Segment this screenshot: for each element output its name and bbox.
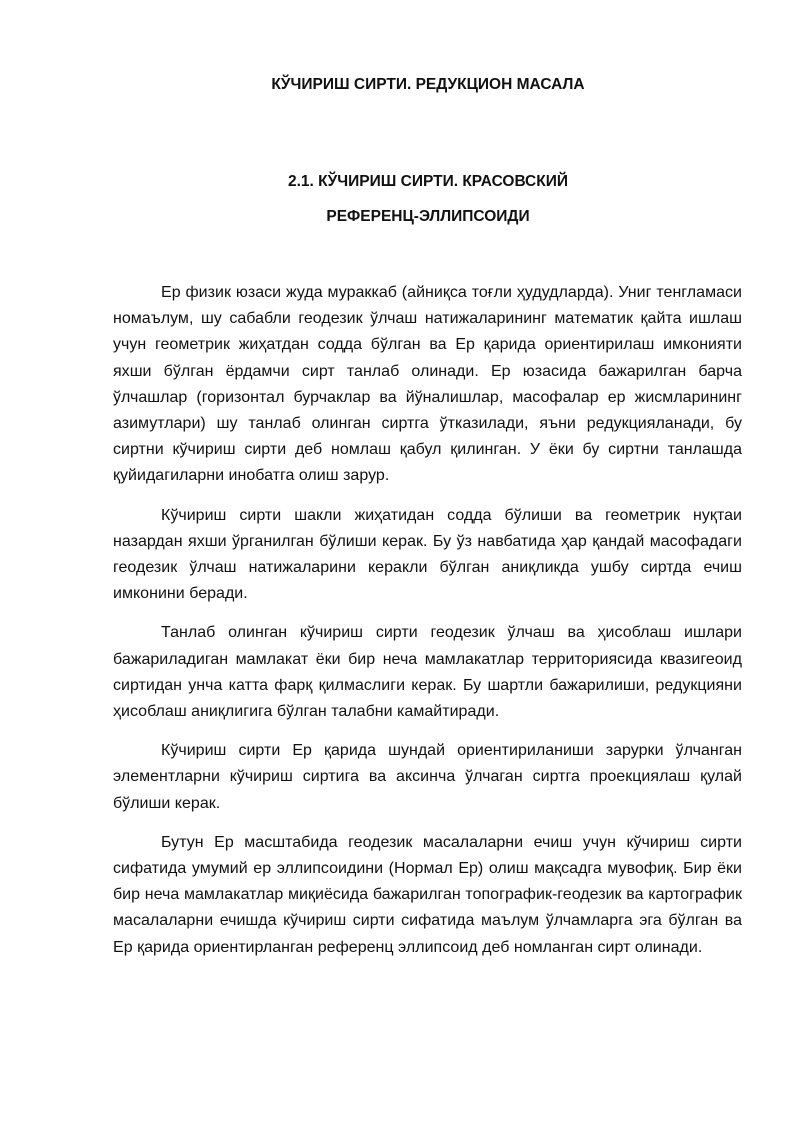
section-title-line-1: 2.1. КЎЧИРИШ СИРТИ. КРАСОВСКИЙ: [288, 173, 568, 190]
paragraph-1: Ер физик юзаси жуда мураккаб (айниқса тоғли ҳудудларда). Униг тенгламаси номаълум, шу сабабли геодезик ўлчаш натижаларининг математик қайта ишлаш учун геометрик жиҳатдан содда бўлган ва Ер қарида ориентирилаш имконияти яхши бўлган ёрдамчи сирт танлаб олинади. Ер юзасида бажарилган барча ўлчашлар (горизонтал бурчаклар ва йўналишлар, масофалар ер жисмларининг азимутлари) шу танлаб олинган сиртга ўтказилади, яъни редукцияланади, бу сиртни кўчириш сирти деб номлаш қабул қилинган. У ёки бу сиртни танлашда қуйидагиларни инобатга олиш зарур.: [113, 284, 742, 485]
body-text: [113, 280, 742, 974]
paragraph-4: Кўчириш сирти Ер қарида шундай ориентириланиши зарурки ўлчанган элементларни кўчириш сиртига ва аксинча ўлчаган сиртга проекциялаш қулай бўлиши керак.: [113, 742, 742, 812]
paragraph-3: Танлаб олинган кўчириш сирти геодезик ўлчаш ва ҳисоблаш ишлари бажариладиган мамлакат ёки бир неча мамлакатлар территориясида квазигеоид сиртидан унча катта фарқ қилмаслиги керак. Бу шартли бажарилиши, редукцияни ҳисоблаш аниқлигига бўлган талабни камайтиради.: [113, 624, 742, 721]
paragraph-5: Бутун Ер масштабида геодезик масалаларни ечиш учун кўчириш сирти сифатида умумий ер эллипсоидини (Нормал Ер) олиш мақсадга мувофиқ. Бир ёки бир неча мамлакатлар миқиёсида бажарилган топографик-геодезик ва картографик масалаларни ечишда кўчириш сирти сифатида маълум ўлчамларга эга бўлган ва Ер қарида ориентирланган референц эллипсоид деб номланган сирт олинади.: [113, 833, 742, 956]
section-title-line-2: РЕФЕРЕНЦ-ЭЛЛИПСОИДИ: [326, 208, 530, 225]
page-title: КЎЧИРИШ СИРТИ. РЕДУКЦИОН МАСАЛА: [271, 76, 585, 93]
paragraph-2: Кўчириш сирти шакли жиҳатидан содда бўлиши ва геометрик нуқтаи назардан яхши ўрганилган бўлиши керак. Бу ўз навбатида ҳар қандай масофадаги геодезик ўлчаш натижаларини керакли бўлган аниқликда ушбу сиртда ечиш имконини беради.: [113, 506, 742, 603]
